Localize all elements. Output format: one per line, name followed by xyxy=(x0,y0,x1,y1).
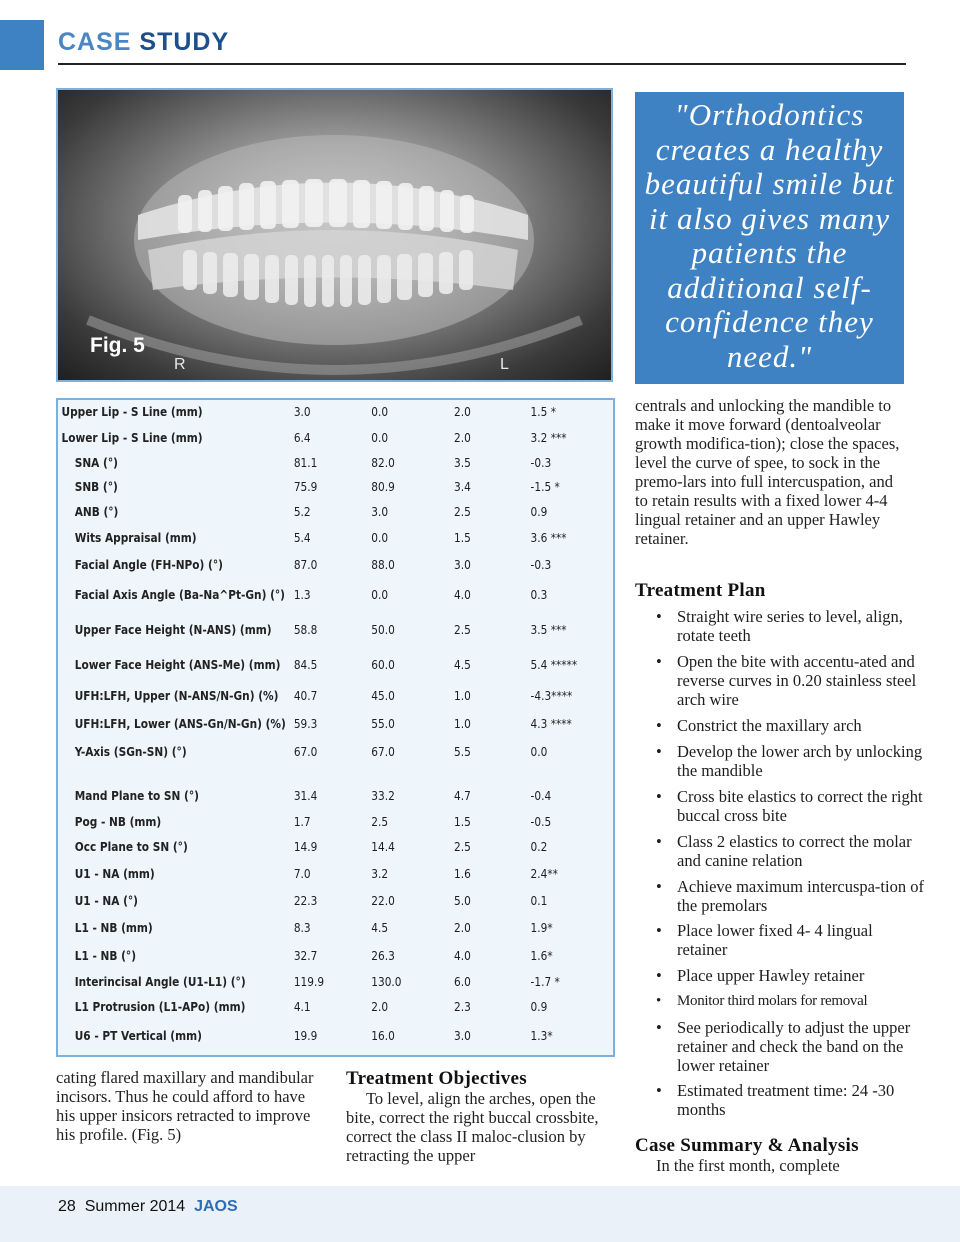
measurement-value: 58.8 xyxy=(293,623,318,637)
header-rule xyxy=(58,63,906,65)
measurement-label: U1 - NA (mm) xyxy=(74,867,155,881)
plan-item: • Cross bite elastics to correct the right buccal cross bite xyxy=(656,787,927,825)
measurement-label: Wits Appraisal (mm) xyxy=(74,531,197,545)
left-column-text: cating flared maxillary and mandibular incisors. Thus he could afford to have his upper insicors retracted to improve his profile. (Fig. 5) xyxy=(56,1068,314,1144)
panoramic-xray-figure xyxy=(56,88,613,382)
measurement-value: 2.0 xyxy=(454,431,471,445)
table-row xyxy=(58,975,560,993)
measurement-value: 1.6* xyxy=(530,949,553,963)
measurement-value: 4.0 xyxy=(454,588,471,602)
measurement-value: 2.4** xyxy=(530,867,558,881)
measurement-value: 14.9 xyxy=(293,840,318,854)
measurement-value: -0.4 xyxy=(530,789,552,803)
header-word-2: STUDY xyxy=(139,28,230,56)
measurement-value: 1.5 xyxy=(454,815,471,829)
measurement-value: 67.0 xyxy=(293,745,318,759)
header-word-1: CASE xyxy=(58,28,132,56)
header-blue-tab xyxy=(0,20,44,70)
plan-item: • Place upper Hawley retainer xyxy=(656,966,927,985)
measurement-value: 5.5 xyxy=(454,745,471,759)
case-summary-title: Case Summary & Analysis xyxy=(635,1135,859,1156)
measurement-value: 19.9 xyxy=(293,1029,318,1043)
measurement-value: 45.0 xyxy=(371,689,395,703)
measurement-value: 50.0 xyxy=(371,623,395,637)
plan-item: • Place lower fixed 4- 4 lingual retainer xyxy=(656,921,927,959)
measurement-value: 80.9 xyxy=(371,480,395,494)
measurement-value: 32.7 xyxy=(293,949,318,963)
issue-date: Summer 2014 xyxy=(84,1198,186,1215)
measurement-label: U6 - PT Vertical (mm) xyxy=(74,1029,202,1043)
measurement-value: 6.0 xyxy=(454,975,471,989)
measurement-value: 88.0 xyxy=(371,558,395,572)
measurement-label: Facial Angle (FH-NPo) (°) xyxy=(74,558,223,572)
table-row xyxy=(58,456,552,474)
measurement-value: 3.5 *** xyxy=(530,623,567,637)
table-row xyxy=(58,717,572,735)
measurement-label: Facial Axis Angle (Ba-Na^Pt-Gn) (°) xyxy=(74,588,286,602)
measurement-value: 1.6 xyxy=(454,867,471,881)
measurement-value: 87.0 xyxy=(293,558,318,572)
section-header xyxy=(58,28,229,57)
measurement-label: UFH:LFH, Upper (N-ANS/N-Gn) (%) xyxy=(74,689,279,703)
measurement-value: 3.2 *** xyxy=(530,431,567,445)
table-row xyxy=(58,1000,546,1018)
measurement-label: Interincisal Angle (U1-L1) (°) xyxy=(74,975,246,989)
cephalometric-table xyxy=(56,398,615,1057)
plan-item: • Class 2 elastics to correct the molar and canine relation xyxy=(656,832,927,870)
measurement-value: 3.0 xyxy=(371,505,389,519)
measurement-value: 0.0 xyxy=(371,405,389,419)
measurement-value: 81.1 xyxy=(293,456,318,470)
measurement-value: 59.3 xyxy=(293,717,318,731)
table-row xyxy=(58,815,552,833)
measurement-value: 40.7 xyxy=(293,689,318,703)
measurement-value: 16.0 xyxy=(371,1029,395,1043)
table-row xyxy=(58,1029,553,1047)
measurement-value: -0.3 xyxy=(530,456,552,470)
measurement-value: -1.7 * xyxy=(530,975,560,989)
measurement-value: 67.0 xyxy=(371,745,395,759)
measurement-value: 5.0 xyxy=(454,894,471,908)
measurement-value: 0.0 xyxy=(371,588,389,602)
measurement-value: 7.0 xyxy=(293,867,311,881)
measurement-value: 1.5 * xyxy=(530,405,556,419)
measurement-value: 119.9 xyxy=(293,975,325,989)
measurement-value: 4.5 xyxy=(454,658,471,672)
table-row xyxy=(58,431,567,449)
plan-item: • Monitor third molars for removal xyxy=(656,992,927,1011)
measurement-value: 22.3 xyxy=(293,894,318,908)
measurement-value: 84.5 xyxy=(293,658,318,672)
measurement-value: 1.0 xyxy=(454,689,471,703)
table-row xyxy=(58,894,546,912)
table-row xyxy=(58,588,546,606)
measurement-value: 3.5 xyxy=(454,456,471,470)
plan-item: • Develop the lower arch by unlocking the mandible xyxy=(656,742,927,780)
measurement-value: 5.2 xyxy=(293,505,311,519)
measurement-value: 3.0 xyxy=(454,1029,471,1043)
table-row xyxy=(58,658,578,676)
measurement-value: 4.3 **** xyxy=(530,717,572,731)
measurement-value: -0.3 xyxy=(530,558,552,572)
page-footer xyxy=(58,1198,238,1216)
measurement-value: 6.4 xyxy=(293,431,311,445)
table-row xyxy=(58,921,553,939)
measurement-value: 0.2 xyxy=(530,840,548,854)
table-row xyxy=(58,745,546,763)
measurement-value: 55.0 xyxy=(371,717,395,731)
measurement-label: ANB (°) xyxy=(74,505,119,519)
measurement-value: 2.0 xyxy=(454,405,471,419)
journal-name: JAOS xyxy=(194,1198,238,1215)
measurement-value: 75.9 xyxy=(293,480,318,494)
case-summary-text: In the first month, complete xyxy=(656,1156,840,1175)
measurement-value: 4.5 xyxy=(371,921,389,935)
measurement-value: 1.9* xyxy=(530,921,553,935)
table-row xyxy=(58,689,573,707)
table-row xyxy=(58,480,560,498)
measurement-value: 0.9 xyxy=(530,505,548,519)
measurement-label: Lower Face Height (ANS-Me) (mm) xyxy=(74,658,281,672)
table-row xyxy=(58,623,567,641)
table-row xyxy=(58,949,553,967)
measurement-label: Lower Lip - S Line (mm) xyxy=(61,431,203,445)
pull-quote xyxy=(635,92,904,384)
measurement-value: 4.7 xyxy=(454,789,471,803)
measurement-label: UFH:LFH, Lower (ANS-Gn/N-Gn) (%) xyxy=(74,717,286,731)
measurement-value: 130.0 xyxy=(371,975,402,989)
measurement-label: Y-Axis (SGn-SN) (°) xyxy=(74,745,187,759)
measurement-value: -0.5 xyxy=(530,815,552,829)
measurement-value: 3.4 xyxy=(454,480,471,494)
measurement-value: 0.1 xyxy=(530,894,548,908)
table-row xyxy=(58,840,546,858)
measurement-value: 0.0 xyxy=(530,745,548,759)
page-number: 28 xyxy=(58,1198,76,1215)
measurement-label: Occ Plane to SN (°) xyxy=(74,840,188,854)
measurement-value: 31.4 xyxy=(293,789,318,803)
right-intro-text: centrals and unlocking the mandible to make it move forward (dentoalveolar growth modifica-tion); close the spaces, level the curve of spee, to sock in the premo-lars into full intercuspation, and to retain results with a fixed lower 4-4 lingual retainer and an upper Hawley retainer. xyxy=(635,396,900,548)
measurement-value: 5.4 xyxy=(293,531,311,545)
measurement-value: 14.4 xyxy=(371,840,395,854)
treatment-plan-title: Treatment Plan xyxy=(635,580,766,601)
measurement-label: L1 - NB (°) xyxy=(74,949,137,963)
measurement-label: Upper Lip - S Line (mm) xyxy=(61,405,203,419)
measurement-value: 2.3 xyxy=(454,1000,471,1014)
plan-item: • Straight wire series to level, align, rotate teeth xyxy=(656,607,927,645)
measurement-value: 4.0 xyxy=(454,949,471,963)
measurement-value: 0.3 xyxy=(530,588,548,602)
treatment-objectives-text: To level, align the arches, open the bite, correct the right buccal crossbite, correct the class II maloc-clusion by retracting the upper xyxy=(346,1089,599,1165)
pull-quote-text: "Orthodontics creates a healthy beautiful smile but it also gives many patients the additional self-confidence they need." xyxy=(644,97,895,374)
measurement-value: -4.3**** xyxy=(530,689,573,703)
table-row xyxy=(58,531,567,549)
xray-right-marker: R xyxy=(174,356,186,373)
measurement-label: SNA (°) xyxy=(74,456,118,470)
measurement-label: L1 - NB (mm) xyxy=(74,921,153,935)
measurement-value: 8.3 xyxy=(293,921,311,935)
table-row xyxy=(58,789,552,807)
measurement-value: 3.6 *** xyxy=(530,531,567,545)
measurement-value: 0.9 xyxy=(530,1000,548,1014)
measurement-value: 22.0 xyxy=(371,894,395,908)
measurement-value: 1.7 xyxy=(293,815,311,829)
measurement-value: 82.0 xyxy=(371,456,395,470)
measurement-label: L1 Protrusion (L1-APo) (mm) xyxy=(74,1000,246,1014)
measurement-value: 3.0 xyxy=(293,405,311,419)
measurement-value: 1.3* xyxy=(530,1029,553,1043)
measurement-value: 33.2 xyxy=(371,789,395,803)
measurement-value: 60.0 xyxy=(371,658,395,672)
measurement-value: 1.0 xyxy=(454,717,471,731)
measurement-label: Mand Plane to SN (°) xyxy=(74,789,199,803)
measurement-value: 1.3 xyxy=(293,588,311,602)
table-row xyxy=(58,405,556,423)
plan-item: • Constrict the maxillary arch xyxy=(656,716,927,735)
xray-left-marker: L xyxy=(500,356,509,373)
measurement-value: 1.5 xyxy=(454,531,471,545)
plan-item: • Open the bite with accentu-ated and reverse curves in 0.20 stainless steel arch wire xyxy=(656,652,927,709)
measurement-value: 2.0 xyxy=(454,921,471,935)
measurement-label: SNB (°) xyxy=(74,480,118,494)
plan-item: • Achieve maximum intercuspa-tion of the premolars xyxy=(656,877,927,915)
measurement-label: U1 - NA (°) xyxy=(74,894,138,908)
measurement-value: 2.5 xyxy=(454,623,471,637)
measurement-label: Pog - NB (mm) xyxy=(74,815,162,829)
measurement-value: 3.2 xyxy=(371,867,389,881)
measurement-value: 0.0 xyxy=(371,531,389,545)
measurement-value: 2.5 xyxy=(371,815,389,829)
measurement-value: 26.3 xyxy=(371,949,395,963)
plan-item: • See periodically to adjust the upper retainer and check the band on the lower retainer xyxy=(656,1018,927,1075)
measurement-value: 5.4 ***** xyxy=(530,658,578,672)
measurement-value: 4.1 xyxy=(293,1000,311,1014)
figure-label: Fig. 5 xyxy=(90,334,145,357)
plan-item: • Estimated treatment time: 24 -30 months xyxy=(656,1081,927,1119)
measurement-value: -1.5 * xyxy=(530,480,560,494)
table-row xyxy=(58,505,546,523)
measurement-value: 2.5 xyxy=(454,505,471,519)
measurement-value: 3.0 xyxy=(454,558,471,572)
measurement-label: Upper Face Height (N-ANS) (mm) xyxy=(74,623,272,637)
table-row xyxy=(58,558,552,576)
treatment-objectives-title: Treatment Objectives xyxy=(346,1068,527,1089)
measurement-value: 0.0 xyxy=(371,431,389,445)
measurement-value: 2.0 xyxy=(371,1000,389,1014)
measurement-value: 2.5 xyxy=(454,840,471,854)
table-row xyxy=(58,867,558,885)
